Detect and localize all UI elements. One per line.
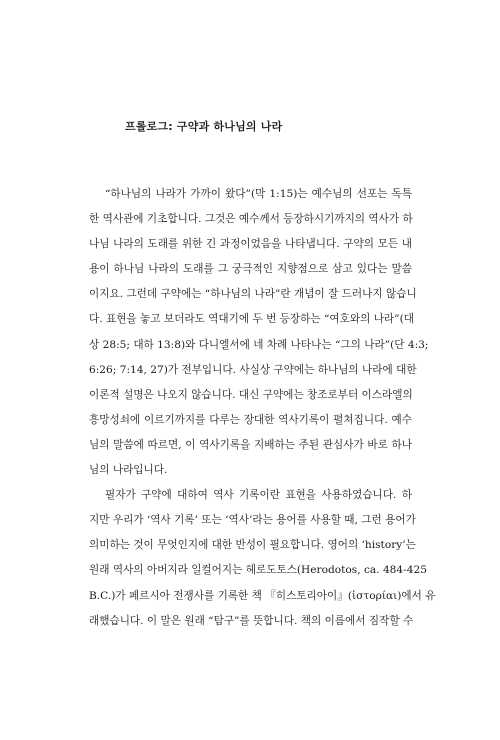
body-text xyxy=(89,182,436,634)
paragraph-1 xyxy=(89,182,429,483)
text-line: 이지요. 그런데 구약에는 “하나님의 나라”란 개념이 잘 드러나지 않습니 xyxy=(89,288,417,301)
text-line: 님의 나라입니다. xyxy=(89,464,168,477)
text-line: 나님 나라의 도래를 위한 긴 과정이었음을 나타냅니다. 구약의 모든 내 xyxy=(89,238,412,251)
text-line: 필자가 구약에 대하여 역사 기록이란 표현을 사용하였습니다. 하 xyxy=(105,489,412,502)
text-line: 래했습니다. 이 말은 원래 “탐구”를 뜻합니다. 책의 이름에서 짐작할 수 xyxy=(89,614,414,627)
text-line: 상 28:5; 대하 13:8)와 다니엘서에 네 차례 나타나는 “그의 나라”(단 4:3; xyxy=(89,338,429,351)
text-line: 님의 말씀에 따르면, 이 역사기록을 지배하는 주된 관심사가 바로 하나 xyxy=(89,438,412,451)
text-line: 다. 표현을 놓고 보더라도 역대기에 두 번 등장하는 “여호와의 나라”(대 xyxy=(89,313,414,326)
text-line: 원래 역사의 아버지라 일컬어지는 헤로도토스(Herodotos, ca. 484-425 xyxy=(89,564,427,577)
text-line: 6:26; 7:14, 27)가 전부입니다. 사실상 구약에는 하나님의 나라에 대한 xyxy=(89,363,417,376)
text-line: 지만 우리가 ‘역사 기록’ 또는 ‘역사’라는 용어를 사용할 때, 그런 용어가 xyxy=(89,514,416,527)
text-line: “하나님의 나라가 가까이 왔다”(막 1:15)는 예수님의 선포는 독특 xyxy=(105,188,412,200)
chapter-title: 프롤로그: 구약과 하나님의 나라 xyxy=(125,120,283,133)
text-line: 이론적 설명은 나오지 않습니다. 대신 구약에는 창조로부터 이스라엘의 xyxy=(89,388,413,401)
text-line: 의미하는 것이 무엇인지에 대한 반성이 필요합니다. 영어의 ‘history’는 xyxy=(89,539,416,552)
paragraph-2 xyxy=(89,483,436,634)
text-line: B.C.)가 페르시아 전쟁사를 기록한 책 『히스토리아이』(ἱστορίαι)에서 유 xyxy=(89,589,436,602)
text-line: 한 역사관에 기초합니다. 그것은 예수께서 등장하시기까지의 역사가 하 xyxy=(89,213,413,226)
text-line: 흥망성쇠에 이르기까지를 다루는 장대한 역사기록이 펼쳐집니다. 예수 xyxy=(89,413,412,426)
text-line: 용이 하나님 나라의 도래를 그 궁극적인 지향점으로 삼고 있다는 말씀 xyxy=(89,263,412,276)
